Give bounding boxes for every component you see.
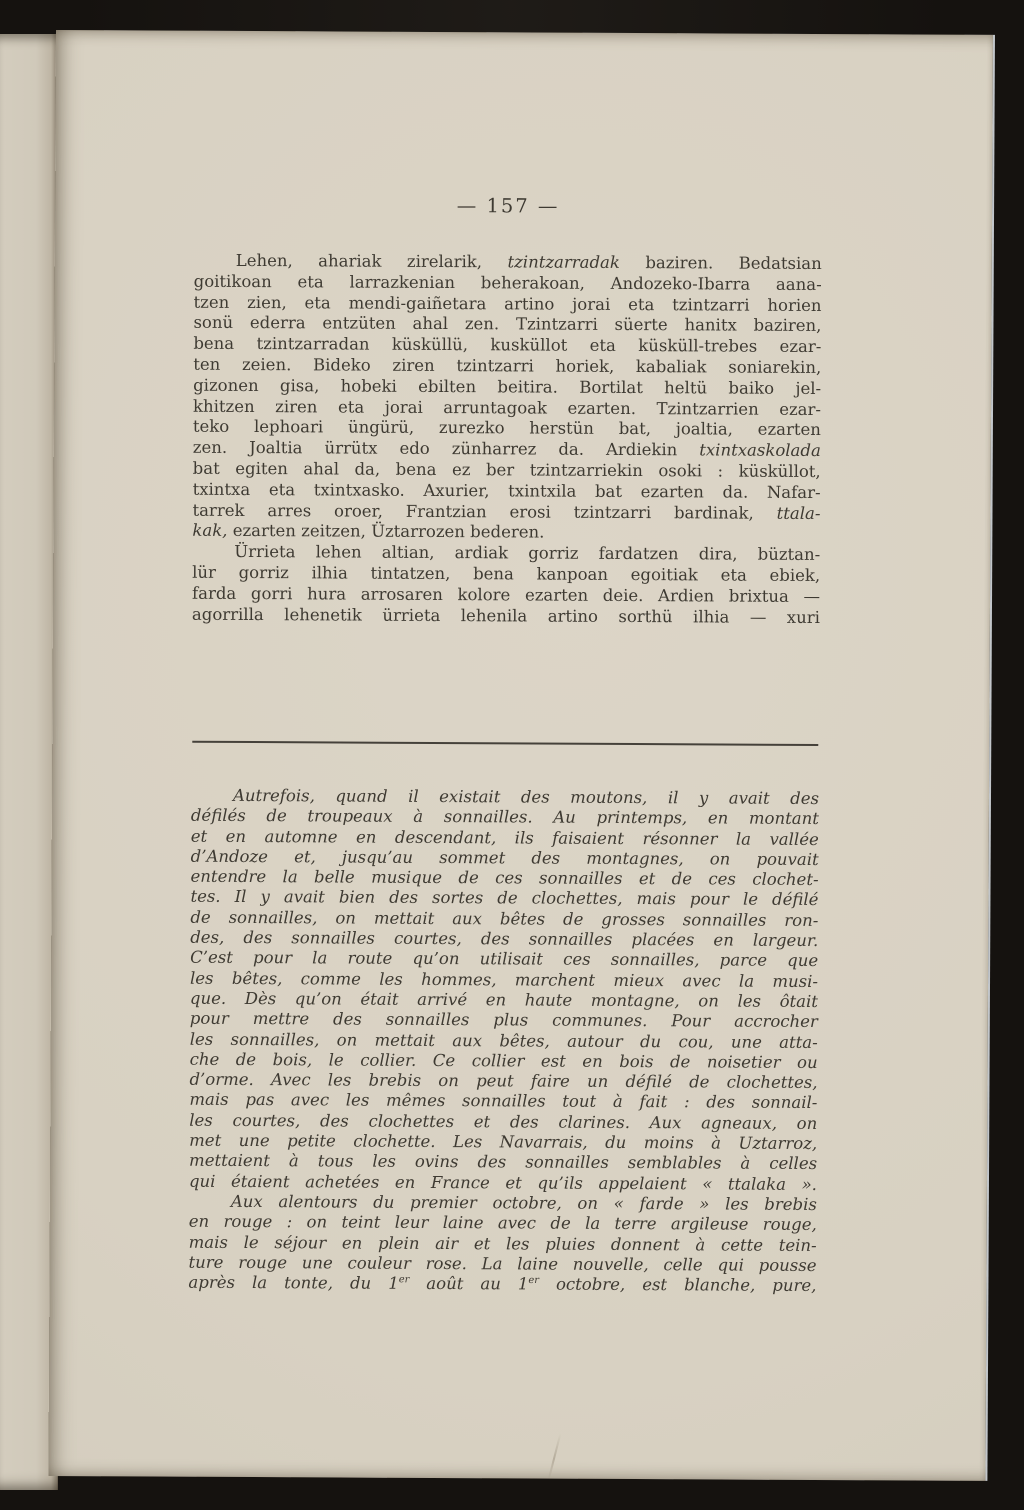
text-line: Lehen, ahariak zirelarik, tzintzarradak baziren. Bedatsian [235,250,822,274]
text-line: zen. Joaltia ürrütx edo zünharrez da. Ardiekin txintxaskolada [192,437,821,461]
text-line: et en automne en descendant, ils faisaient résonner la vallée [190,826,819,849]
text-line: ture rouge une couleur rose. La laine nouvelle, celle qui pousse [188,1252,817,1275]
text-line: d’orme. Avec les brebis on peut faire un défilé de clochettes, [189,1069,818,1093]
text-line: les sonnailles, on mettait aux bêtes, autour du cou, une atta- [189,1029,818,1052]
text-line: farda gorri hura arrosaren kolore ezarten deie. Ardien brixtua — [192,583,821,606]
text-line: défilés de troupeaux à sonnailles. Au printemps, en montant [190,806,819,829]
paper-crease [548,1433,562,1480]
text-line: entendre la belle musique de ces sonnailles et de ces clochet- [190,866,819,890]
text-line: de sonnailles, on mettait aux bêtes de grosses sonnailles ron- [190,907,819,930]
text-line: teko lephoari üngürü, zurezko herstün bat, joaltia, ezarten [192,417,821,440]
text-line: les courtes, des clochettes et des clarines. Aux agneaux, on [189,1110,818,1133]
text-line: pour mettre des sonnailles plus communes. Pour accrocher [189,1008,818,1032]
page-number: — 157 — [456,194,560,218]
text-line: khitzen ziren eta jorai arruntagoak ezarten. Tzintzarrien ezar- [192,396,822,419]
separator-rule [192,741,818,746]
text-line: Aux alentours du premier octobre, on « farde » les brebis [230,1191,817,1214]
text-line: que. Dès qu’on était arrivé en haute montagne, on les ôtait [189,988,818,1011]
text-line: mais pas avec les mêmes sonnailles tout à fait : des sonnail- [189,1090,818,1113]
text-line: qui étaient achetées en France et qu’ils appelaient « ttalaka ». [188,1171,818,1194]
paragraph [192,542,820,628]
text-line: lür gorriz ilhia tintatzen, bena kanpoan egoitiak eta ebiek, [192,562,821,585]
text-line: agorrilla lehenetik ürrieta lehenila artino sorthü ilhia — xuri [191,604,820,627]
text-line: sonü ederra entzüten ahal zen. Tzintzarri süerte hanitx baziren, [193,313,822,336]
text-line: des, des sonnailles courtes, des sonnailles placées en largeur. [190,927,819,951]
text-line: txintxa eta txintxasko. Axurier, txintxila bat ezarten da. Nafar- [192,479,821,502]
text-line: mettaient à tous les ovins des sonnailles semblables à celles [189,1151,818,1174]
paragraph [188,1192,817,1297]
text-line: Autrefois, quand il existait des moutons, il y avait des [232,785,820,809]
text-line: en rouge : on teint leur laine avec de la terre argileuse rouge, [188,1211,817,1235]
paragraph [189,786,819,1195]
text-line: C’est pour la route qu’on utilisait ces sonnailles, parce que [190,948,819,971]
text-line: d’Andoze et, jusqu’au sommet des montagnes, on pouvait [190,846,819,869]
basque-text-block [192,251,822,629]
text-line: met une petite clochette. Les Navarrais, du moins à Uztarroz, [189,1130,818,1154]
book-page [48,30,995,1481]
text-line: bena tzintzarradan küsküllü, kusküllot eta küsküll-trebes ezar- [193,333,822,357]
text-line: che de bois, le collier. Ce collier est en bois de noisetier ou [189,1049,818,1072]
text-line: Ürrieta lehen altian, ardiak gorriz fardatzen dira, büztan- [234,542,821,565]
text-line: goitikoan eta larrazkenian beherakoan, Andozeko-Ibarra aana- [193,271,822,294]
text-line: tzen zien, eta mendi-gaiñetara artino jorai eta tzintzarri horien [193,292,822,315]
french-translation-block [188,786,819,1297]
text-line: les bêtes, comme les hommes, marchent mieux avec la musi- [189,968,819,991]
text-line: bat egiten ahal da, bena ez ber tzintzarriekin osoki : küsküllot, [192,458,821,481]
text-line: tes. Il y avait bien des sortes de clochettes, mais pour le défilé [190,887,819,910]
text-line: kak, ezarten zeitzen, Üztarrozen bederen. [192,521,545,542]
text-line: tarrek arres oroer, Frantzian erosi tzintzarri bardinak, ttala- [192,500,821,523]
text-line: gizonen gisa, hobeki ebilten beitira. Bortilat heltü baiko jel- [193,375,822,398]
text-line: mais le séjour en plein air et les pluies donnent à cette tein- [188,1232,817,1255]
text-line: après la tonte, du 1er août au 1er octobre, est blanche, pure, [188,1272,817,1296]
paragraph [192,251,822,545]
text-line: ten zeien. Bideko ziren tzintzarri horiek, kabaliak soniarekin, [193,354,822,377]
